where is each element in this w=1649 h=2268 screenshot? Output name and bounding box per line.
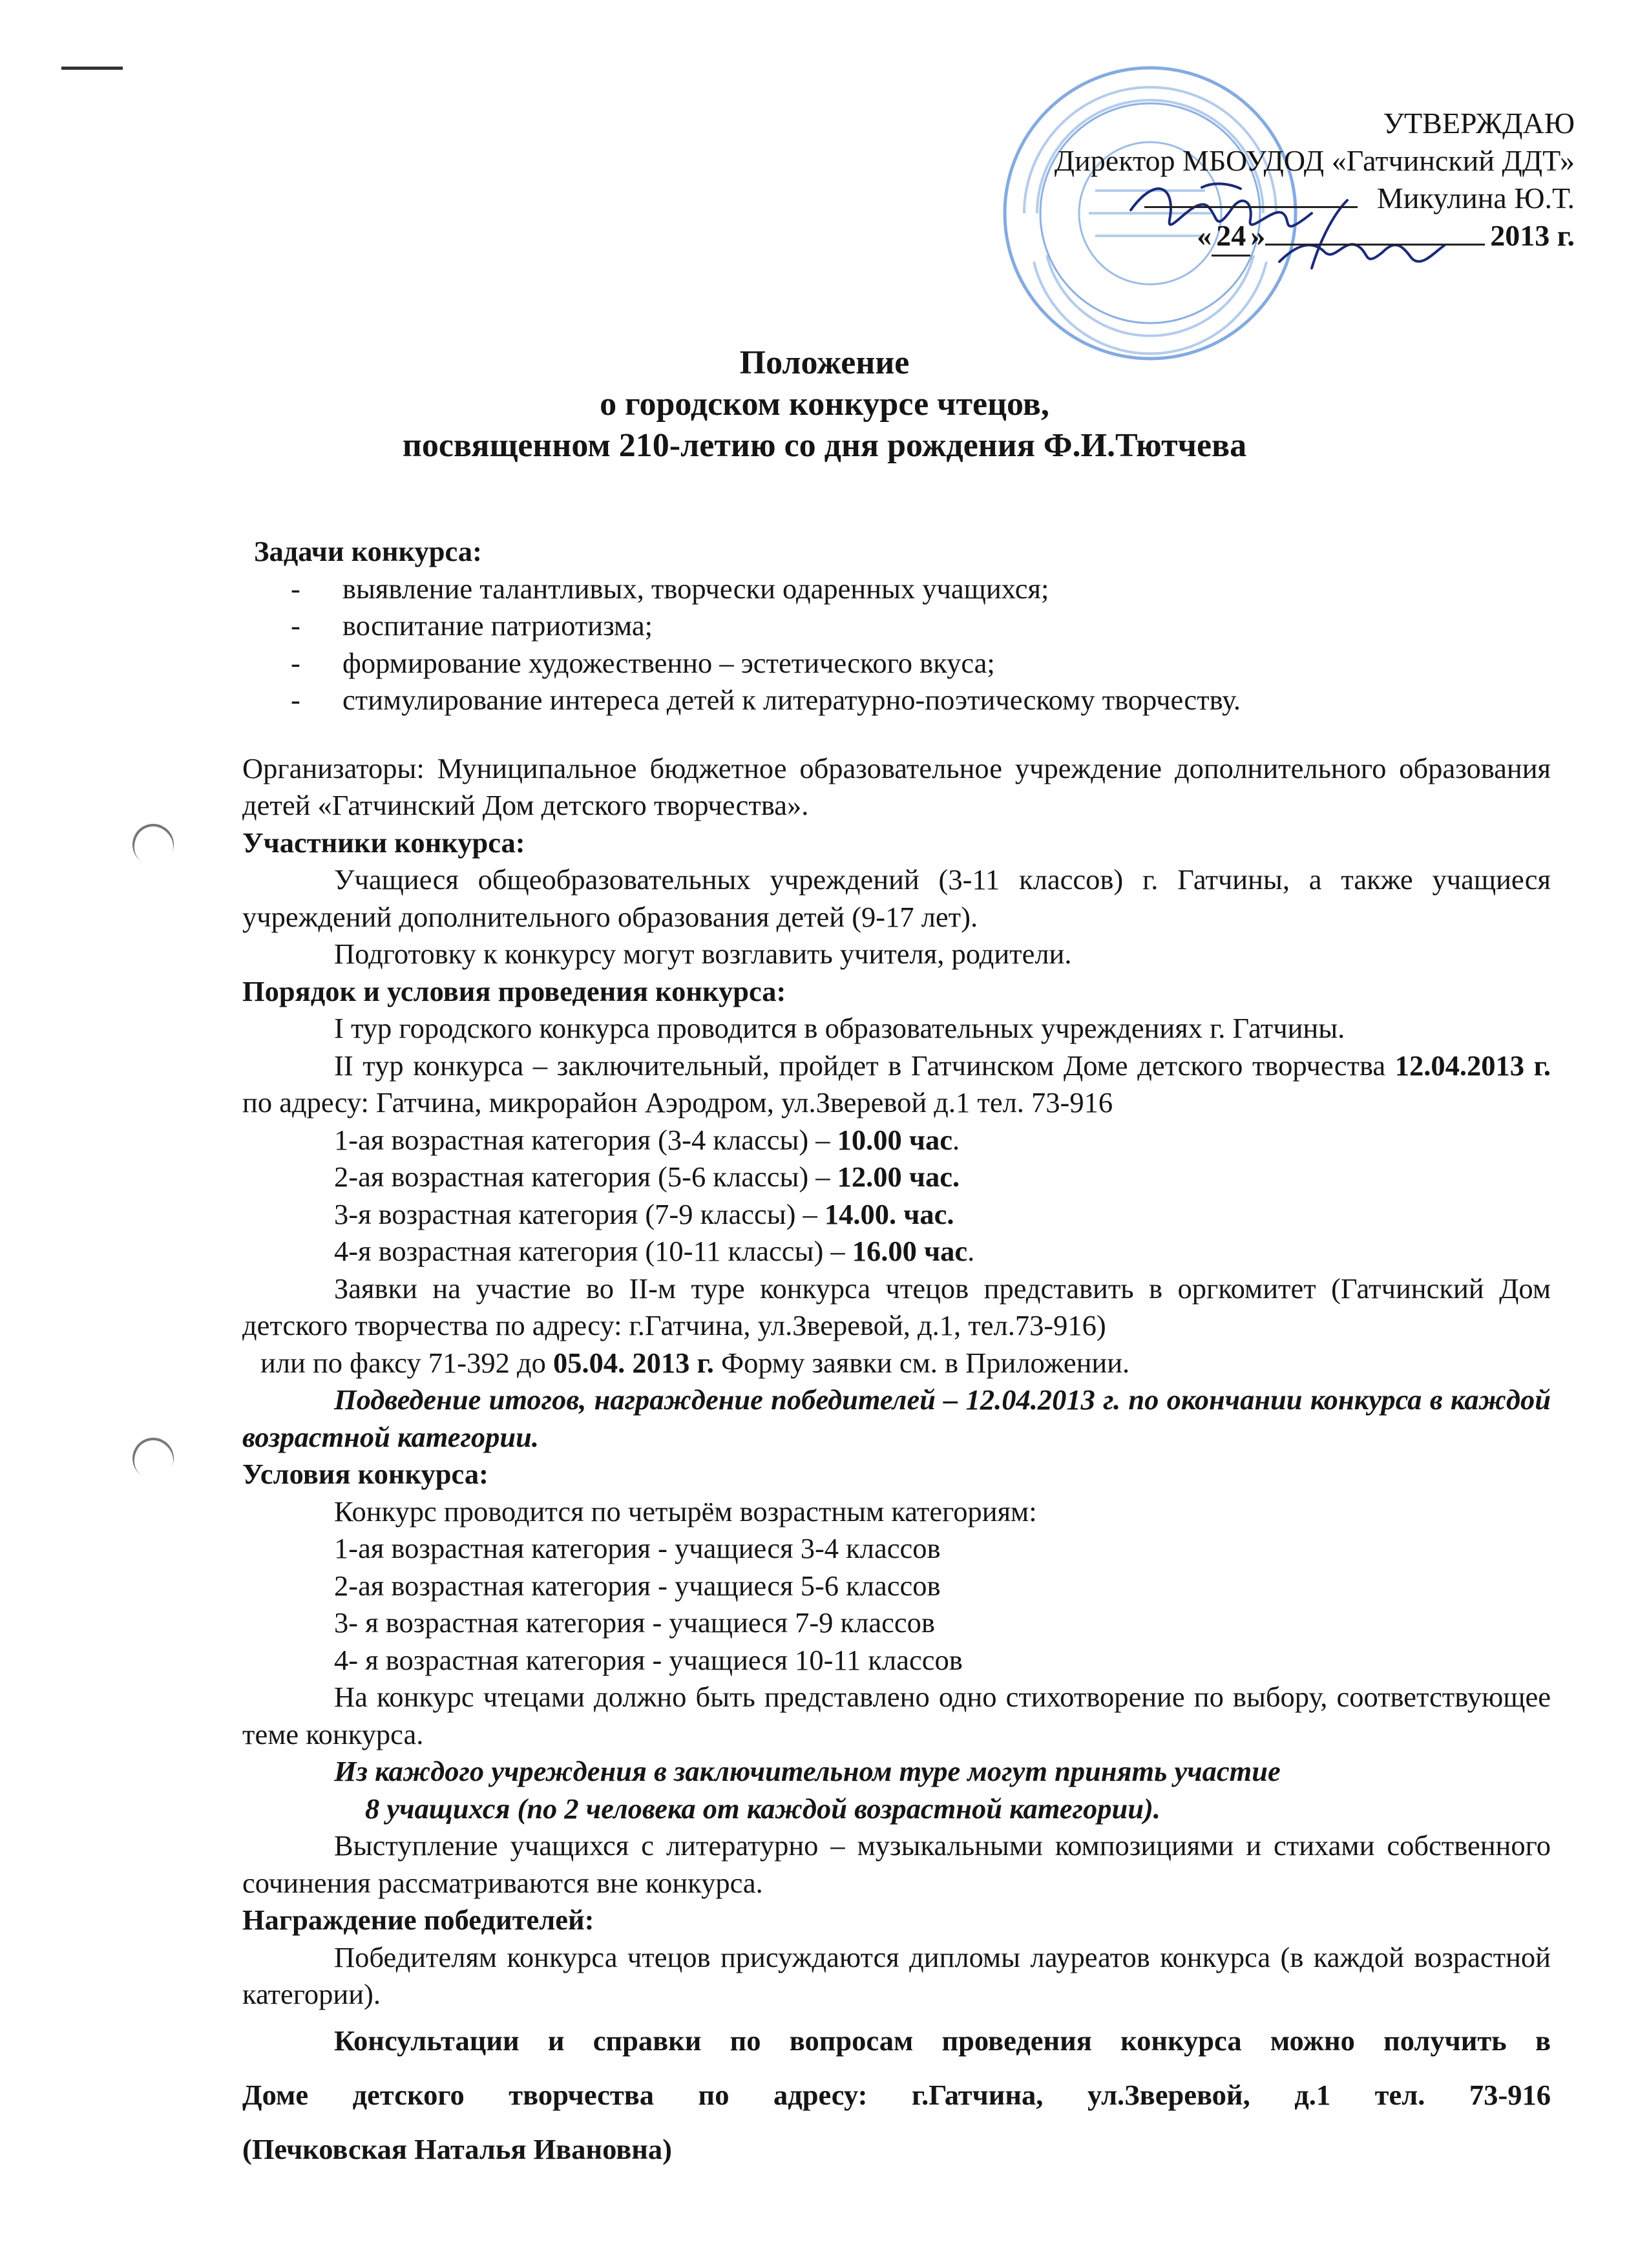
second-round-date: 12.04.2013 г. (1394, 1049, 1551, 1082)
approval-block (1055, 105, 1575, 257)
procedure-heading: Порядок и условия проведения конкурса: (242, 974, 786, 1007)
schedule-item: 1-ая возрастная категория (3-4 классы) – 10.00 час. (334, 1123, 960, 1156)
task-item-text: выявление талантливых, творчески одаренных учащихся; (342, 572, 1049, 605)
participants-preparation: Подготовку к конкурсу могут возглавить учителя, родители. (334, 938, 1072, 970)
document-body (242, 533, 1551, 2176)
task-item: - формирование художественно – эстетического вкуса; (291, 646, 995, 679)
schedule-item (242, 1196, 1551, 1234)
task-item: - воспитание патриотизма; (291, 609, 653, 642)
schedule-item: 4-я возрастная категория (10-11 классы) – 16.00 час. (334, 1235, 975, 1267)
age-category-item: 2-ая возрастная категория - учащиеся 5-6 классов (334, 1569, 941, 1602)
approval-date (1055, 217, 1575, 257)
approval-signer-line (1055, 180, 1575, 217)
schedule-category: 3-я возрастная категория (7-9 классы) – (334, 1197, 824, 1230)
approval-heading: УТВЕРЖДАЮ (1383, 107, 1575, 140)
task-item-text: стимулирование интереса детей к литературно-поэтическому творчеству. (342, 684, 1241, 716)
age-category-item: 4- я возрастная категория - учащиеся 10-11 классов (334, 1643, 963, 1676)
schedule-time: 16.00 час (852, 1235, 968, 1267)
consultation-block (242, 2013, 1551, 2176)
procedure-second-round (242, 1047, 1551, 1122)
participants-heading: Участники конкурса: (242, 826, 525, 859)
approval-position: Директор МБОУДОД «Гатчинский ДДТ» (1054, 144, 1575, 177)
second-round-address: по адресу: Гатчина, микрорайон Аэродром, ул.Зверевой д.1 тел. 73-916 (242, 1086, 1113, 1118)
scan-artifact-line (61, 67, 123, 70)
schedule-item (242, 1159, 1551, 1196)
participants-limit-line-1: Из каждого учреждения в заключительном туре могут принять участие (334, 1755, 1281, 1787)
results-paragraph: Подведение итогов, награждение победителей – 12.04.2013 г. по окончании конкурса в каждой возрастной категории. (242, 1383, 1551, 1453)
applications-paragraph: Заявки на участие во II-м туре конкурса чтецов представить в оргкомитет (Гатчинский Дом детского творчества по адресу: г.Гатчина, ул.Зверевой, д.1, тел.73-916) (242, 1272, 1551, 1341)
title-line-1: Положение (739, 344, 910, 381)
awards-heading: Награждение победителей: (242, 1904, 594, 1936)
awards-paragraph: Победителям конкурса чтецов присуждаются дипломы лауреатов конкурса (в каждой возрастной категории). (242, 1940, 1551, 2010)
poem-requirement: На конкурс чтецами должно быть представлено одно стихотворение по выбору, соответствующее теме конкурса. (242, 1681, 1551, 1750)
date-year: 2013 г. (1490, 219, 1575, 252)
punch-hole-mark (125, 1430, 181, 1486)
task-item-text: формирование художественно – эстетического вкуса; (342, 646, 995, 679)
applications-deadline: 05.04. 2013 г. (553, 1346, 714, 1379)
procedure-first-round: I тур городского конкурса проводится в образовательных учреждениях г. Гатчины. (334, 1012, 1345, 1044)
participants-paragraph: Учащиеся общеобразовательных учреждений (3-11 классов) г. Гатчины, а также учащиеся учреждений дополнительного образования детей (9-17 лет). (242, 863, 1551, 933)
task-item: - выявление талантливых, творчески одаренных учащихся; (291, 572, 1049, 605)
title-line-3: посвященном 210-летию со дня рождения Ф.И.Тютчева (402, 427, 1247, 464)
conditions-heading: Условия конкурса: (242, 1458, 488, 1490)
schedule-time: 10.00 час (837, 1123, 953, 1156)
schedule-category: 4-я возрастная категория (10-11 классы) – (334, 1235, 852, 1267)
consultation-contact: (Печковская Наталья Ивановна) (242, 2132, 672, 2165)
date-close-quote: » (1250, 219, 1266, 252)
punch-hole-mark (125, 816, 181, 872)
document-title (0, 342, 1649, 467)
organizers-paragraph: Организаторы: Муниципальное бюджетное образовательное учреждение дополнительного образования детей «Гатчинский Дом детского творчества». (242, 751, 1551, 821)
consultation-line-1: Консультации и справки по вопросам проведения конкурса можно получить в (334, 2024, 1551, 2057)
schedule-category: 1-ая возрастная категория (3-4 классы) – (334, 1123, 837, 1156)
application-form-note: Форму заявки см. в Приложении. (713, 1346, 1130, 1379)
schedule-time: 14.00. час. (824, 1197, 954, 1230)
date-month-line (1265, 224, 1485, 246)
out-of-competition-note: Выступление учащихся с литературно – музыкальными композициями и стихами собственного сочинения рассматриваются вне конкурса. (242, 1829, 1551, 1899)
schedule-time: 12.00 час. (837, 1160, 960, 1193)
participants-limit-line-2: 8 учащихся (по 2 человека от каждой возрастной категории). (365, 1792, 1161, 1825)
tasks-heading: Задачи конкурса: (254, 535, 482, 567)
applications-fax-line (242, 1345, 1551, 1382)
conditions-intro: Конкурс проводится по четырём возрастным категориям: (334, 1495, 1037, 1528)
fax-text: или по факсу 71-392 до (260, 1346, 553, 1379)
approval-signer: Микулина Ю.Т. (1376, 182, 1575, 215)
task-item: - стимулирование интереса детей к литературно-поэтическому творчеству. (291, 684, 1241, 716)
schedule-category: 2-ая возрастная категория (5-6 классы) – (334, 1160, 837, 1193)
age-category-item: 3- я возрастная категория - учащиеся 7-9 классов (334, 1606, 935, 1639)
second-round-text: II тур конкурса – заключительный, пройдет в Гатчинском Доме детского творчества (334, 1049, 1395, 1082)
title-line-2: о городском конкурсе чтецов, (600, 386, 1049, 423)
date-open-quote: « (1197, 219, 1212, 252)
task-item-text: воспитание патриотизма; (342, 609, 653, 642)
age-category-item: 1-ая возрастная категория - учащиеся 3-4 классов (334, 1532, 941, 1564)
signature-line (1144, 184, 1358, 208)
date-day: 24 (1212, 217, 1250, 257)
consultation-line-2: Доме детского творчества по адресу: г.Гатчина, ул.Зверевой, д.1 тел. 73-916 (242, 2078, 1551, 2111)
